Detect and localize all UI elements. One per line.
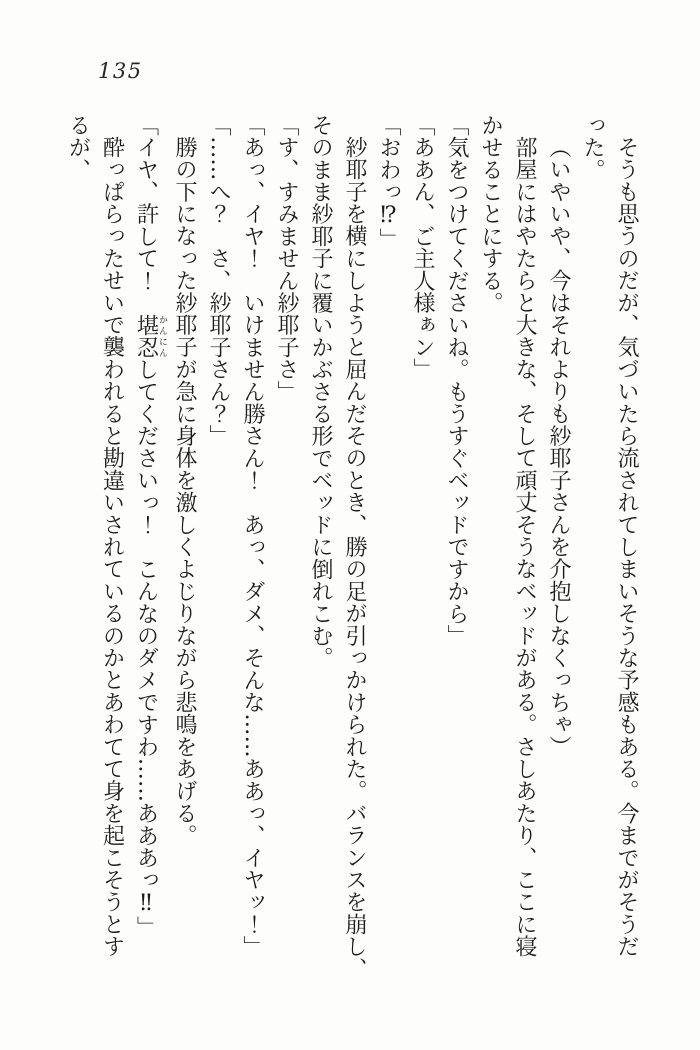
page-number: 135 <box>98 59 143 83</box>
text-column-3: （いやいや、今はそれよりも紗耶子さんを介抱しなくっちゃ） <box>546 136 571 758</box>
text-column-1: そうも思うのだが、気づいたら流されてしまいそうな予感もある。今までがそうだ <box>614 136 639 958</box>
text-column-7: 「ああん、ご主人様ぁン」 <box>410 114 435 381</box>
ruby-kannin <box>133 313 167 359</box>
text-column-10: そのまま紗耶子に覆いかぶさる形でベッドに倒れこむ。 <box>308 114 333 669</box>
text-column-9: 紗耶子を横にしようと屈んだそのとき、勝の足が引っかけられた。バランスを崩し、 <box>342 136 367 980</box>
text-column-2: った。 <box>580 114 605 181</box>
text-column-11: 「す、すみません紗耶子さ」 <box>274 114 299 403</box>
dialogue-after-ruby: してくださいっ！ こんなのダメですわ……あああっ‼」 <box>133 358 159 939</box>
text-column-12: 「あっ、イヤ！ いけません勝さん！ あっ、ダメ、そんな……ああっ、イヤッ！」 <box>240 114 265 958</box>
dialogue-before-ruby: 「イヤ、許して！ <box>133 114 159 314</box>
text-column-15 <box>129 114 168 994</box>
text-column-13: 「……へ？ さ、紗耶子さん？」 <box>206 114 231 447</box>
text-column-14: 勝の下になった紗耶子が急に身体を激しくよじりながら悲鳴をあげる。 <box>172 136 197 847</box>
text-column-6: 「気をつけてくださいね。もうすぐベッドですから」 <box>444 114 469 647</box>
text-column-4: 部屋にはやたらと大きな、そして頑丈そうなベッドがある。さしあたり、ここに寝 <box>512 136 537 958</box>
text-column-17: るが、 <box>65 114 91 181</box>
ruby-base: 堪忍 <box>133 313 159 359</box>
ruby-furigana: かんにん <box>157 313 167 359</box>
text-block <box>61 114 644 994</box>
text-column-16: 酔っぱらったせいで襲われると勘違いされているのかとあわてて身を起こそうとす <box>99 136 125 958</box>
text-column-8: 「おわっ⁉」 <box>376 114 401 251</box>
text-column-5: かせることにする。 <box>478 114 503 314</box>
